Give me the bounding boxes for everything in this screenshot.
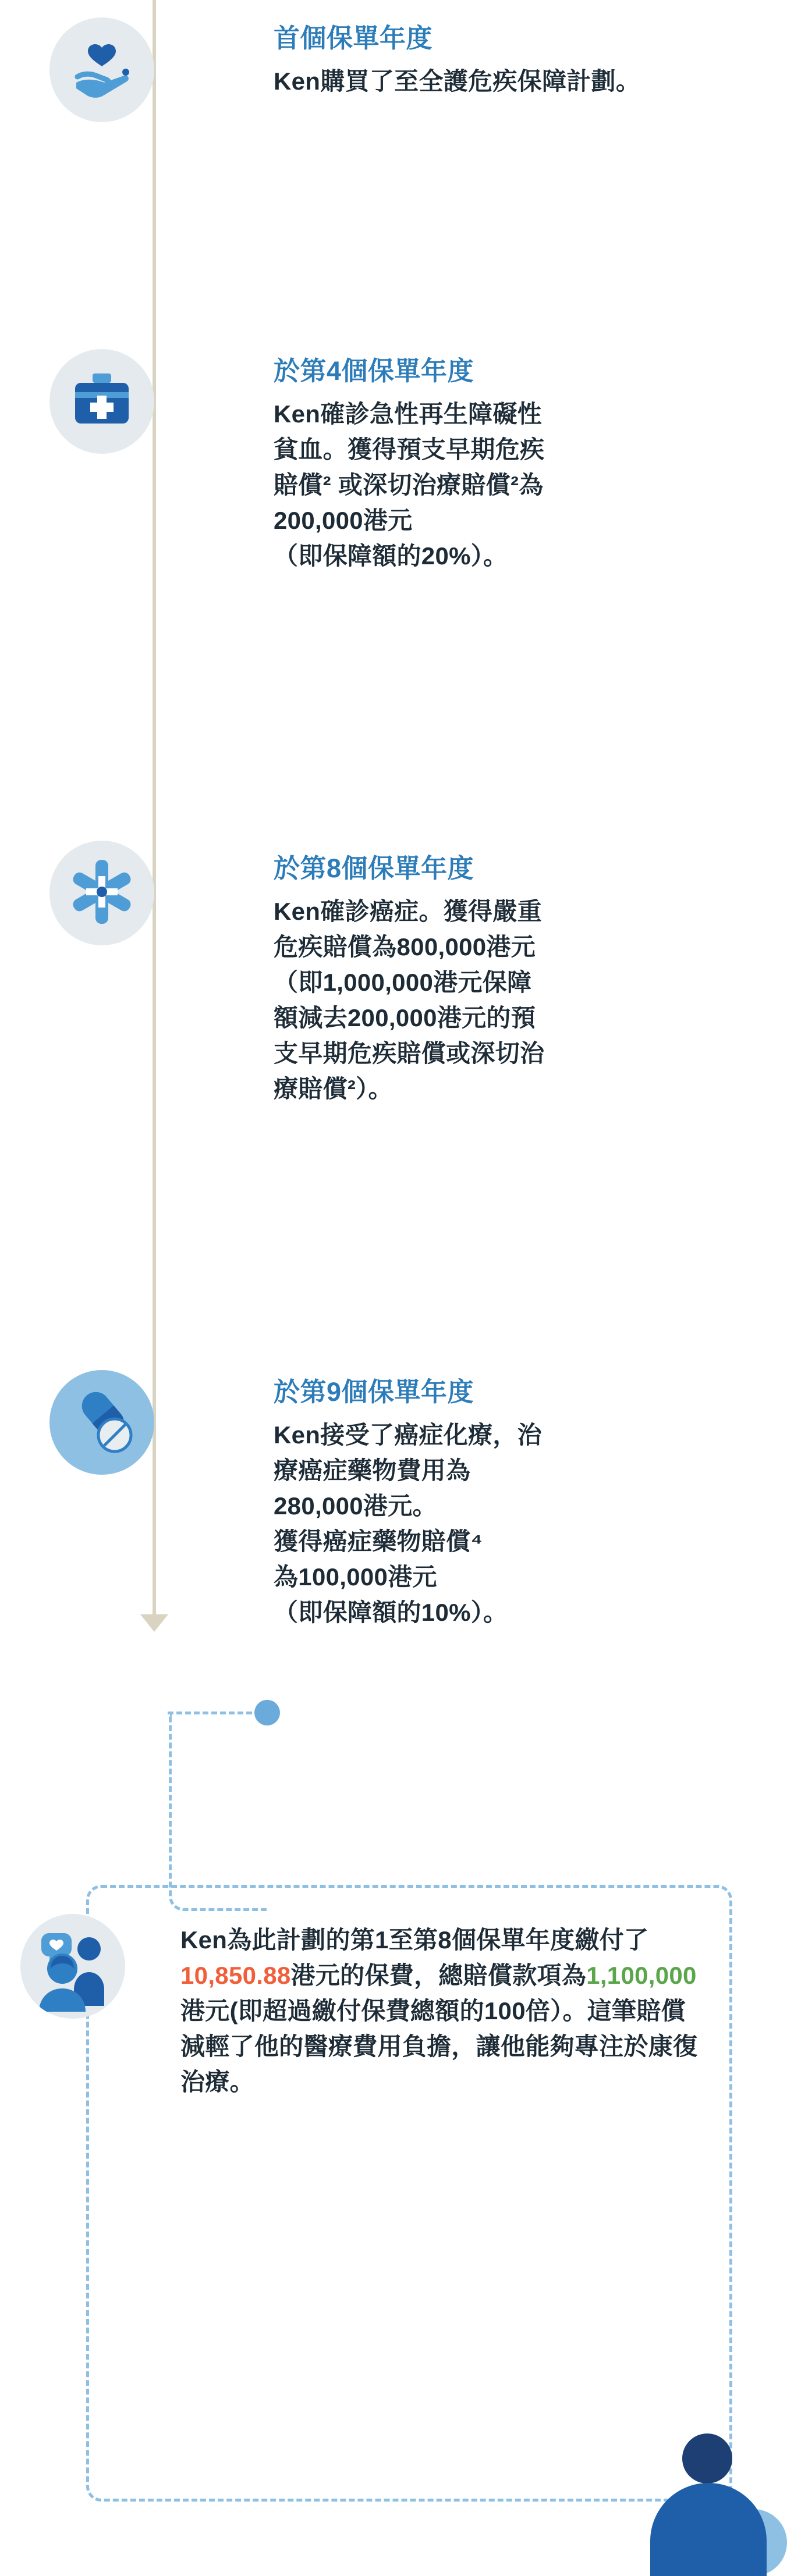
- step-icon-first-policy-year: [49, 17, 154, 122]
- text-line: 貧血。獲得預支早期危疾: [274, 436, 545, 464]
- text-line: Ken接受了癌症化療，治: [274, 1421, 542, 1449]
- summary-segment-5: 港元(即超過繳付保費總額的100倍）。這筆賠償減輕了他的醫療費用負擔，讓他能夠專注於康復治療。: [180, 1997, 698, 2095]
- medical-star-icon: [64, 854, 140, 933]
- text-line: 獲得癌症藥物賠償⁴: [274, 1527, 483, 1555]
- text-line: 療賠償²）。: [274, 1074, 393, 1102]
- family-people-icon: [20, 1914, 125, 2019]
- decorative-body: [650, 2483, 767, 2576]
- text-line: Ken確診癌症。獲得嚴重: [274, 898, 542, 926]
- text-line: Ken確診急性再生障礙性: [274, 400, 542, 428]
- step-icon-policy-year-8: [49, 841, 154, 945]
- text-line: 為100,000港元: [274, 1563, 437, 1591]
- step-text-policy-year-9: [274, 1418, 733, 1630]
- step-icon-policy-year-4: [49, 349, 154, 454]
- step-body-policy-year-4: [274, 355, 733, 574]
- text-line: 賠償² 或深切治療賠償²為: [274, 471, 544, 499]
- step-text-policy-year-4: [274, 397, 733, 574]
- step-body-first-policy-year: [274, 22, 733, 99]
- medical-kit-icon: [67, 365, 137, 438]
- step-title-first-policy-year: 首個保單年度: [274, 23, 433, 53]
- step-icon-policy-year-9: [49, 1370, 154, 1475]
- step-title-policy-year-8: 於第8個保單年度: [274, 853, 474, 883]
- decorative-head: [682, 2433, 732, 2484]
- step-title-policy-year-4: 於第4個保單年度: [274, 356, 474, 386]
- connector-dot-icon: [254, 1700, 280, 1725]
- summary-premium-amount: 10,850.88: [180, 1961, 291, 1989]
- text-line: 支早期危疾賠償或深切治: [274, 1039, 545, 1067]
- text-line: 療癌症藥物費用為: [274, 1457, 471, 1485]
- text-line: （即保障額的10%）。: [274, 1598, 508, 1626]
- step-text-policy-year-8: [274, 894, 733, 1106]
- text-line: （即1,000,000港元保障: [274, 969, 532, 997]
- summary-benefit-amount: 1,100,000: [586, 1961, 697, 1989]
- text-line: 額減去200,000港元的預: [274, 1004, 536, 1031]
- step-body-policy-year-9: [274, 1376, 733, 1631]
- step-body-policy-year-8: [274, 852, 733, 1107]
- text-line: 280,000港元。: [274, 1492, 437, 1520]
- decorative-person-graphic: [595, 2422, 787, 2573]
- timeline-arrow-icon: [140, 1614, 168, 1632]
- step-title-policy-year-9: 於第9個保單年度: [274, 1377, 474, 1407]
- summary-segment-1: Ken為此計劃的第1至第8個保單年度繳付了: [180, 1926, 649, 1954]
- text-line: （即保障額的20%）。: [274, 542, 508, 570]
- dashed-connector: [169, 1713, 268, 1911]
- summary-text: [180, 1923, 704, 2100]
- text-line: 200,000港元: [274, 506, 413, 534]
- timeline-axis: [153, 0, 156, 1623]
- step-text-first-policy-year: Ken購買了至全護危疾保障計劃。: [274, 67, 641, 95]
- text-line: 危疾賠償為800,000港元: [274, 933, 536, 961]
- capsule-pill-icon: [67, 1386, 137, 1459]
- summary-icon: [20, 1914, 125, 2019]
- summary-segment-3: 港元的保費，總賠償款項為: [290, 1961, 587, 1989]
- hand-heart-icon: [67, 34, 137, 106]
